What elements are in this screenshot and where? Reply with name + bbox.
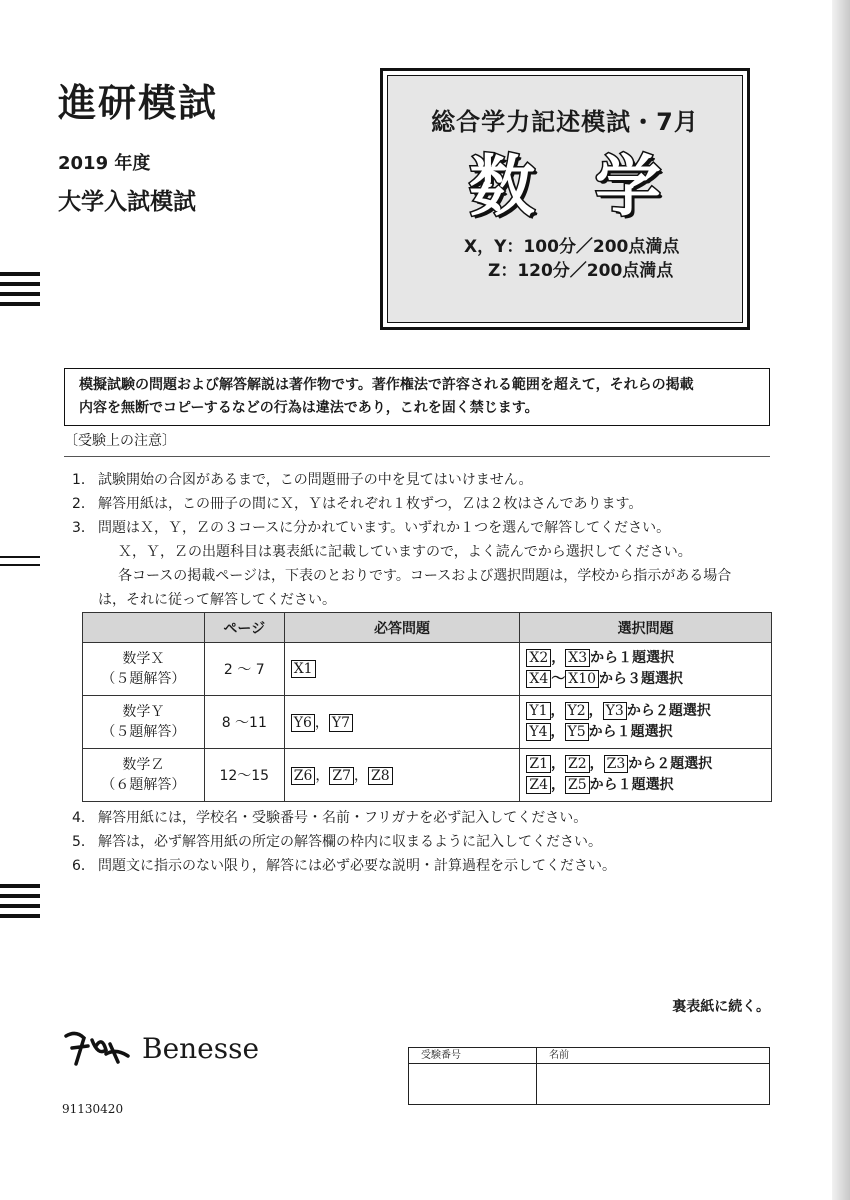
question-box: Z7 [329, 767, 354, 785]
question-box: Z6 [291, 767, 316, 785]
selection-rule: から１題選択 [588, 724, 673, 740]
required-cell: Y6 ， Y7 [284, 696, 520, 749]
continue-note: 裏表紙に続く。 [672, 999, 770, 1015]
brand-title: 進研模試 [58, 81, 219, 125]
optional-line-1: Y1 ， Y2 ， Y3 から２題選択 [526, 701, 771, 722]
brand-year: 2019 年度 [58, 153, 151, 174]
optional-line-1 [526, 648, 771, 669]
brand-block [58, 72, 218, 216]
pages-cell: 12～15 [204, 749, 284, 802]
instruction-text: 解答用紙には，学校名・受験番号・名前・フリガナを必ず記入してください。 [98, 810, 588, 826]
exam-number-cell[interactable] [409, 1048, 537, 1104]
table-row-z [83, 749, 772, 802]
question-box: Y1 [526, 702, 550, 720]
notice-divider [64, 456, 770, 457]
optional-cell [520, 749, 772, 802]
course-name: 数学Ｙ [122, 704, 165, 720]
question-box: X3 [565, 649, 590, 667]
course-count: （６題解答） [101, 777, 186, 793]
name-label: 名前 [537, 1048, 769, 1064]
question-box: X1 [291, 660, 316, 678]
question-box: X10 [565, 670, 599, 688]
question-box: Y4 [526, 723, 550, 741]
question-box: X2 [526, 649, 551, 667]
selection-rule: から１題選択 [590, 650, 675, 666]
instruction-text: 問題はＸ，Ｙ，Ｚの３コースに分かれています。いずれか１つを選んで解答してください。 [98, 520, 671, 536]
selection-rule: から２題選択 [628, 756, 713, 772]
question-box: Z2 [565, 755, 590, 773]
table-header-row [83, 613, 772, 643]
instruction-text: 試験開始の合図があるまで，この問題冊子の中を見てはいけません。 [98, 472, 533, 488]
margin-registration-marks [0, 272, 40, 312]
exam-number-label: 受験番号 [409, 1048, 536, 1064]
instruction-2 [72, 492, 772, 516]
exam-name: 総合学力記述模試・7月 [431, 108, 699, 136]
document-code: 91130420 [62, 1102, 124, 1116]
benesse-mark-icon [62, 1026, 134, 1070]
question-box: Z5 [565, 776, 590, 794]
selection-rule: から２題選択 [626, 703, 711, 719]
brand-subtitle: 大学入試模試 [58, 189, 196, 215]
question-box: Z3 [604, 755, 629, 773]
course-table [82, 612, 772, 802]
optional-line-2: Y4 ， Y5 から１題選択 [526, 722, 771, 743]
copyright-line-1: 模擬試験の問題および解答解説は著作物です。著作権法で許容される範囲を超えて，それらの掲載 [79, 377, 694, 393]
instructions-list-continued [72, 806, 616, 878]
required-cell [284, 643, 520, 696]
page-edge-shadow [832, 0, 850, 1200]
question-box: X4 [526, 670, 551, 688]
question-box: Z8 [368, 767, 393, 785]
instruction-3-line-3: 各コースの掲載ページは，下表のとおりです。コースおよび選択問題は，学校から指示がある場合 [118, 568, 732, 584]
question-box: Y5 [565, 723, 589, 741]
selection-rule: から１題選択 [589, 777, 674, 793]
instruction-5 [72, 830, 616, 854]
pages-cell: 8 ～11 [204, 696, 284, 749]
instruction-number: 3． [72, 520, 95, 536]
instruction-text: 問題文に指示のない限り，解答には必ず必要な説明・計算過程を示してください。 [98, 858, 616, 874]
instruction-3-line-4: は，それに従って解答してください。 [98, 592, 336, 608]
instruction-text: 解答用紙は，この冊子の間にＸ，Ｙはそれぞれ１枚ずつ，Ｚは２枚はさんであります。 [98, 496, 643, 512]
table-row-y [83, 696, 772, 749]
margin-marks-lower [0, 884, 40, 924]
subject-name: 数学 [469, 148, 721, 225]
header-pages: ページ [204, 613, 284, 643]
instruction-number: 4． [72, 810, 95, 826]
course-cell [83, 749, 205, 802]
optional-cell [520, 643, 772, 696]
course-count: （５題解答） [101, 724, 186, 740]
course-name: 数学Ｘ [122, 651, 165, 667]
copyright-line-2: 内容を無断でコピーするなどの行為は違法であり，これを固く禁じます。 [79, 400, 539, 416]
time-limits [388, 235, 742, 283]
course-name: 数学Ｚ [122, 757, 165, 773]
instructions-list [72, 468, 772, 612]
benesse-logo [62, 1026, 259, 1070]
instruction-number: 5． [72, 834, 95, 850]
time-limit-xy: X，Y：100分／200点満点 [464, 237, 680, 257]
question-box: Y3 [603, 702, 627, 720]
course-count: （５題解答） [101, 671, 186, 687]
optional-cell [520, 696, 772, 749]
question-box: Z4 [526, 776, 551, 794]
instruction-6 [72, 854, 616, 878]
exam-title-box [380, 68, 750, 330]
pages-cell: 2 ～ 7 [204, 643, 284, 696]
name-cell[interactable] [537, 1048, 769, 1104]
instruction-1 [72, 468, 772, 492]
header-required: 必答問題 [284, 613, 520, 643]
time-limit-z: Z：120分／200点満点 [488, 261, 674, 281]
instruction-3 [72, 516, 772, 540]
optional-line-2 [526, 669, 771, 690]
header-optional: 選択問題 [520, 613, 772, 643]
question-box: Y6 [291, 714, 315, 732]
margin-marks-middle [0, 556, 40, 572]
table-row-x [83, 643, 772, 696]
optional-line-1: Z1 ， Z2 ， Z3 から２題選択 [526, 754, 771, 775]
exam-title-inner [387, 75, 743, 323]
question-box: Y7 [329, 714, 353, 732]
instruction-number: 2． [72, 496, 95, 512]
header-course [83, 613, 205, 643]
question-box: Y2 [565, 702, 589, 720]
course-cell [83, 643, 205, 696]
copyright-notice [64, 368, 770, 426]
instruction-number: 6． [72, 858, 95, 874]
question-box: Z1 [526, 755, 551, 773]
separator: ～ [551, 671, 566, 687]
separator: ， [551, 650, 566, 666]
examinee-id-box [408, 1047, 770, 1105]
logo-text: Benesse [142, 1031, 260, 1065]
instruction-4 [72, 806, 616, 830]
notice-header: 〔受験上の注意〕 [64, 433, 176, 449]
course-cell [83, 696, 205, 749]
instruction-3-line-2: Ｘ，Ｙ，Ｚの出題科目は裏表紙に記載していますので，よく読んでから選択してください。 [118, 544, 692, 560]
selection-rule: から３題選択 [599, 671, 684, 687]
optional-line-2: Z4 ， Z5 から１題選択 [526, 775, 771, 796]
instruction-text: 解答は，必ず解答用紙の所定の解答欄の枠内に収まるように記入してください。 [98, 834, 602, 850]
required-cell: Z6 ， Z7 ， Z8 [284, 749, 520, 802]
instruction-number: 1． [72, 472, 95, 488]
